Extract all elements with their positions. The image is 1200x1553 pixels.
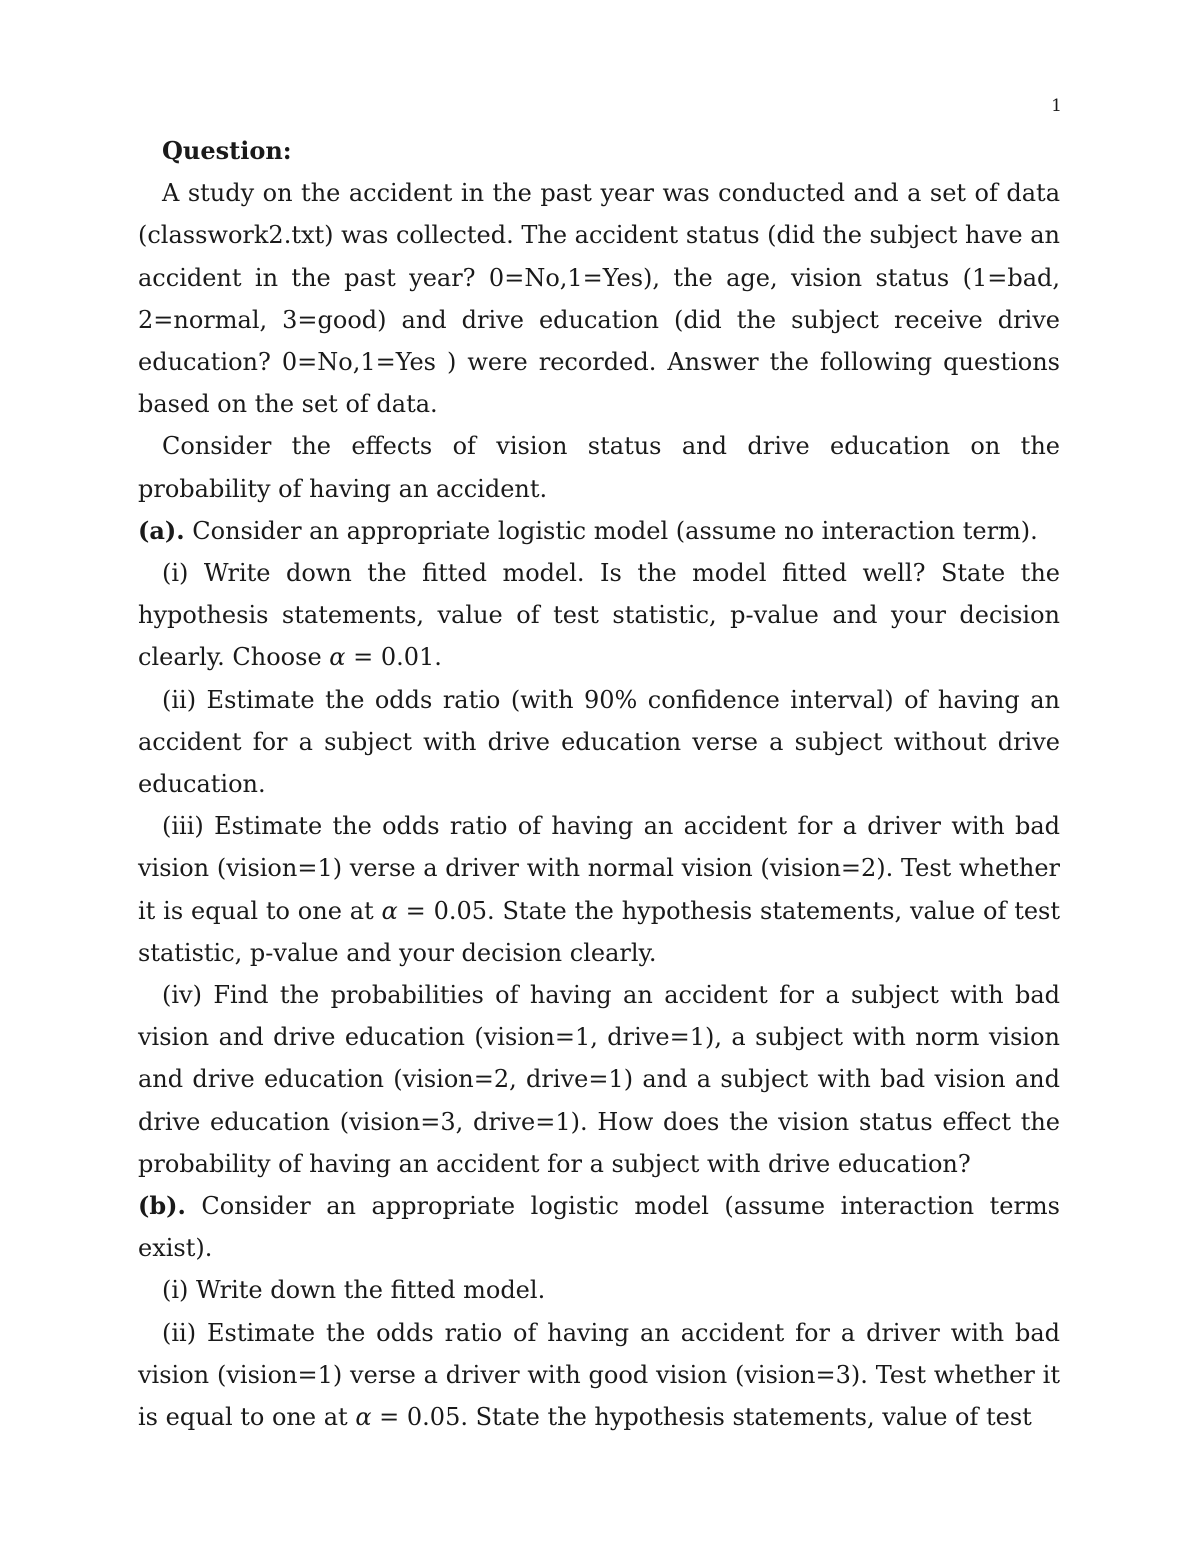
consider-paragraph: Consider the effects of vision status and drive education on the probability of having an accident. bbox=[138, 432, 1060, 503]
intro-paragraph: A study on the accident in the past year was conducted and a set of data (classwork2.txt) was collected. The accident status (did the subject have an accident in the past year? 0=No,1=Yes), the age, vision status (1=bad, 2=normal, 3=good) and drive education (did the subject receive drive education? 0=No,1=Yes ) were recorded. Answer the following questions based on the set of data. bbox=[138, 179, 1060, 419]
part-a-iii-paragraph bbox=[138, 805, 1060, 974]
alpha-symbol: α bbox=[329, 643, 346, 672]
part-b-label: (b). bbox=[138, 1191, 186, 1221]
alpha-symbol: α bbox=[381, 896, 398, 925]
part-a-iii-head: (iii) Estimate the odds ratio of having an accident for a driver with bad vision (vision=1) verse a driver with normal vision (vision=2). Test whether it is equal to one at bbox=[138, 812, 1060, 925]
part-a-paragraph bbox=[138, 510, 1060, 552]
part-b-paragraph bbox=[138, 1185, 1060, 1269]
part-a-iii-tail: = 0.05. State the hypothesis statements, value of test statistic, p-value and your decision clearly. bbox=[138, 896, 1060, 967]
alpha-symbol: α bbox=[355, 1403, 372, 1432]
part-a-text: Consider an appropriate logistic model (assume no interaction term). bbox=[184, 516, 1038, 545]
part-b-text: Consider an appropriate logistic model (assume interaction terms exist). bbox=[138, 1192, 1060, 1263]
part-b-ii-head: (ii) Estimate the odds ratio of having an accident for a driver with bad vision (vision=1) verse a driver with good vision (vision=3). Test whether it is equal to one at bbox=[138, 1318, 1060, 1432]
part-a-label: (a). bbox=[138, 515, 185, 545]
page-number: 1 bbox=[1051, 96, 1062, 116]
part-a-ii-paragraph: (ii) Estimate the odds ratio (with 90% confidence interval) of having an accident for a subject with drive education verse a subject without drive education. bbox=[138, 685, 1060, 799]
part-b-ii-tail: = 0.05. State the hypothesis statements, value of test bbox=[371, 1403, 1032, 1432]
part-b-ii-paragraph bbox=[138, 1312, 1060, 1439]
part-a-iv-paragraph: (iv) Find the probabilities of having an accident for a subject with bad vision and drive education (vision=1, drive=1), a subject with norm vision and drive education (vision=2, drive=1) and a subject with bad vision and drive education (vision=3, drive=1). How does the vision status effect the probability of having an accident for a subject with drive education? bbox=[138, 981, 1060, 1178]
question-heading: Question: bbox=[162, 136, 292, 165]
document-body bbox=[138, 130, 1060, 1438]
part-a-i-paragraph bbox=[138, 552, 1060, 679]
part-b-i-paragraph: (i) Write down the fitted model. bbox=[162, 1276, 546, 1305]
part-a-i-text: (i) Write down the fitted model. Is the model fitted well? State the hypothesis statements, value of test statistic, p-value and your decision clearly. Choose bbox=[138, 559, 1060, 672]
part-a-i-tail: = 0.01. bbox=[345, 643, 442, 672]
